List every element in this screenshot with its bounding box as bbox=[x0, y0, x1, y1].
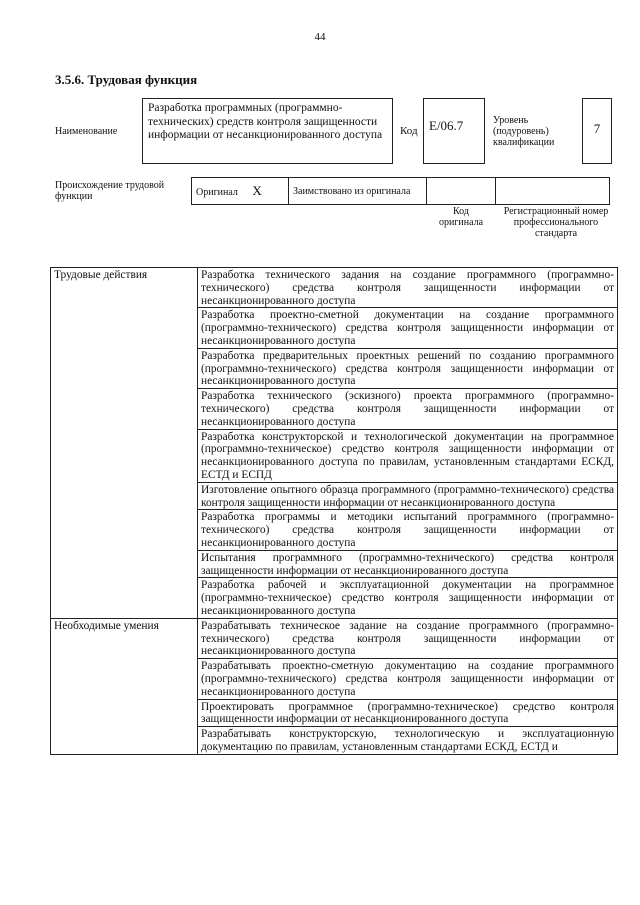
section-item: Проектировать программное (программно-техническое) средство контроля защищенности информации от несанкционированного доступа bbox=[198, 699, 618, 727]
section-item: Разрабатывать конструкторскую, технологическую и эксплуатационную документацию по правилам, установленным стандартами ЕСКД, ЕСТД и bbox=[198, 727, 618, 755]
section-title: 3.5.6. Трудовая функция bbox=[55, 72, 198, 87]
section-category: Трудовые действия bbox=[51, 268, 198, 619]
section-item: Разработка рабочей и эксплуатационной документации на программное (программно-техническое) средство контроля защищенности информации от несанкционированного доступа bbox=[198, 578, 618, 618]
section-item: Разрабатывать проектно-сметную документацию на создание программного (программно-технического) средства контроля защищенности информации от несанкционированного доступа bbox=[198, 659, 618, 699]
origin-label: Происхождение трудовой функции bbox=[55, 180, 165, 202]
section-item: Испытания программного (программно-технического) средства контроля защищенности информации от несанкционированного доступа bbox=[198, 550, 618, 578]
function-name-box: Разработка программных (программно-технических) средств контроля защищенности информации от несанкционированного доступа bbox=[142, 98, 393, 164]
table-row bbox=[51, 618, 618, 658]
origin-grid bbox=[191, 177, 610, 205]
reg-number-cell bbox=[496, 178, 610, 205]
section-item: Разработка программы и методики испытаний программного (программно-технического) средства контроля защищенности информации от несанкционированного доступа bbox=[198, 510, 618, 550]
qualification-level-box: 7 bbox=[582, 98, 612, 164]
borrowed-label: Заимствовано из оригинала bbox=[289, 178, 427, 205]
level-label: Уровень (подуровень) квалификации bbox=[493, 115, 555, 148]
original-label: Оригинал bbox=[196, 186, 238, 198]
section-item: Разработка предварительных проектных решений по созданию программного (программно-технического) средства контроля защищенности информации от несанкционированного доступа bbox=[198, 348, 618, 388]
page-number: 44 bbox=[314, 31, 326, 43]
function-code-box: E/06.7 bbox=[423, 98, 485, 164]
section-item: Разработка технического задания на создание программного (программно-технического) средства контроля защищенности информации от несанкционированного доступа bbox=[198, 268, 618, 308]
code-label: Код bbox=[400, 125, 418, 137]
original-mark: X bbox=[252, 182, 262, 198]
code-original-caption: Код оригинала bbox=[438, 206, 484, 228]
section-item: Разработка конструкторской и технологической документации на программное (программно-техническое) средство контроля защищенности информации от несанкционированного доступа по правилам, установленным стандартами ЕСКД, ЕСТД и ЕСПД bbox=[198, 429, 618, 482]
section-item: Разработка технического (эскизного) проекта программного (программно-технического) средства контроля защищенности информации от несанкционированного доступа bbox=[198, 389, 618, 429]
section-item: Разработка проектно-сметной документации на создание программного (программно-технического) средства контроля защищенности информации от несанкционированного доступа bbox=[198, 308, 618, 348]
section-item: Изготовление опытного образца программного (программно-технического) средства контроля защищенности информации от несанкционированного доступа bbox=[198, 482, 618, 510]
reg-number-caption: Регистрационный номер профессионального стандарта bbox=[503, 206, 609, 239]
section-category: Необходимые умения bbox=[51, 618, 198, 754]
function-details-table bbox=[50, 267, 618, 755]
name-label: Наименование bbox=[55, 126, 118, 137]
origin-original-cell bbox=[192, 178, 289, 205]
section-item: Разрабатывать техническое задание на создание программного (программно-технического) средства контроля защищенности информации от несанкционированного доступа bbox=[198, 618, 618, 658]
code-original-cell bbox=[427, 178, 496, 205]
table-row bbox=[51, 268, 618, 308]
